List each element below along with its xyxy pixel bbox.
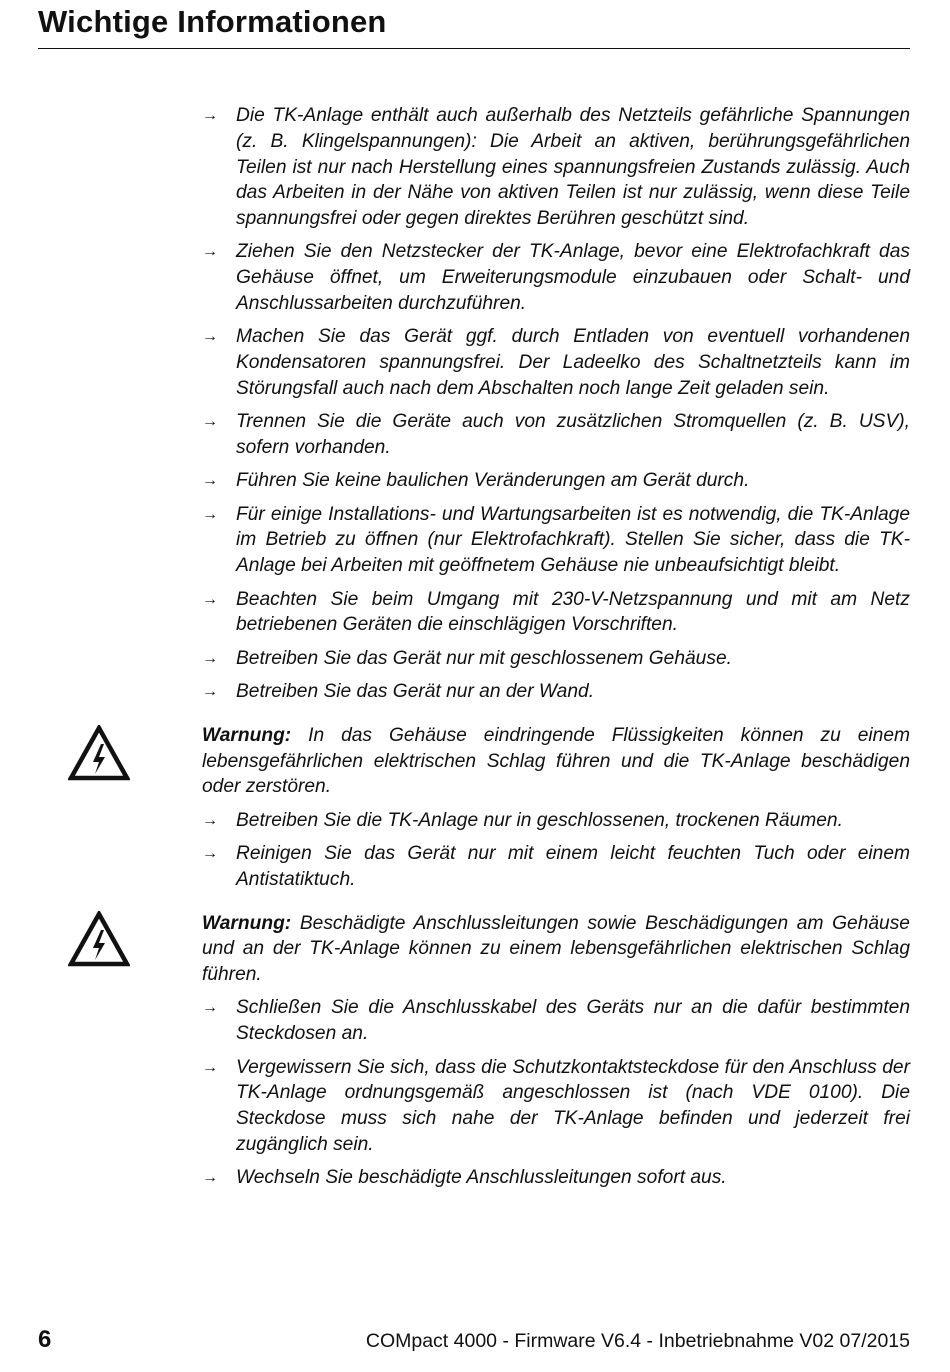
warning-liquids-list xyxy=(202,808,910,893)
arrow-bullet-icon: → xyxy=(202,243,218,261)
electrical-hazard-icon xyxy=(68,725,130,781)
warning-liquids xyxy=(202,723,910,800)
arrow-bullet-icon: → xyxy=(202,811,218,829)
list-item: → Führen Sie keine baulichen Veränderungen am Gerät durch. xyxy=(202,468,910,494)
list-item: → Reinigen Sie das Gerät nur mit einem leicht feuchten Tuch oder einem Antistatiktuch. xyxy=(202,842,910,890)
arrow-bullet-icon: → xyxy=(202,472,218,490)
page-number: 6 xyxy=(38,1326,52,1353)
list-item: → Für einige Installations- und Wartungsarbeiten ist es notwendig, die TK-Anlage im Betrieb zu öffnen (nur Elektrofachkraft). Stellen Sie sicher, dass die TK-Anlage bei Arbeiten mit geöffnetem Gehäuse nie unbeaufsichtigt bleibt. xyxy=(202,503,910,577)
warning-cables xyxy=(202,911,910,988)
warning-cables-list xyxy=(202,995,910,1191)
list-item: → Vergewissern Sie sich, dass die Schutzkontaktsteckdose für den Anschluss der TK-Anlage ordnungsgemäß angeschlossen ist (nach VDE 0100). Die Steckdose muss sich nahe der TK-Anlage befinden und jederzeit frei zugänglich sein. xyxy=(202,1056,910,1155)
main-content xyxy=(202,103,910,1198)
arrow-bullet-icon: → xyxy=(202,1058,218,1076)
list-item: → Wechseln Sie beschädigte Anschlussleitungen sofort aus. xyxy=(202,1165,910,1191)
list-item: → Betreiben Sie die TK-Anlage nur in geschlossenen, trockenen Räumen. xyxy=(202,808,910,834)
warning-text: In das Gehäuse eindringende Flüssigkeiten können zu einem lebensgefährlichen elektrischen Schlag führen und die TK-Anlage beschädigen oder zerstören. xyxy=(202,724,910,798)
safety-list xyxy=(202,103,910,705)
warning-text: Beschädigte Anschlussleitungen sowie Beschädigungen am Gehäuse und an der TK-Anlage können zu einem lebensgefährlichen elektrischen Schlag führen. xyxy=(202,912,910,986)
list-item: → Trennen Sie die Geräte auch von zusätzlichen Stromquellen (z. B. USV), sofern vorhanden. xyxy=(202,411,910,459)
list-item: → Beachten Sie beim Umgang mit 230-V-Netzspannung und mit am Netz betriebenen Geräten die einschlägigen Vorschriften. xyxy=(202,588,910,636)
list-item: → Die TK-Anlage enthält auch außerhalb des Netzteils gefährliche Spannungen (z. B. Klingelspannungen): Die Arbeit an aktiven, berührungsgefährlichen Teilen ist nur nach Herstellung eines spannungsfreien Zustands zulässig. Auch das Arbeiten in der Nähe von aktiven Teilen ist nur zulässig, wenn diese Teile spannungsfrei oder gegen direktes Berühren geschützt sind. xyxy=(202,105,910,230)
arrow-bullet-icon: → xyxy=(202,1169,218,1187)
list-item: → Schließen Sie die Anschlusskabel des Geräts nur an die dafür bestimmten Steckdosen an. xyxy=(202,997,910,1045)
footer-doc-info: COMpact 4000 - Firmware V6.4 - Inbetriebnahme V02 07/2015 xyxy=(365,1330,910,1352)
electrical-hazard-icon xyxy=(68,911,130,967)
title-divider xyxy=(38,48,910,49)
list-item: → Betreiben Sie das Gerät nur an der Wand. xyxy=(202,679,910,705)
list-item: → Betreiben Sie das Gerät nur mit geschlossenem Gehäuse. xyxy=(202,646,910,672)
arrow-bullet-icon: → xyxy=(202,328,218,346)
arrow-bullet-icon: → xyxy=(202,682,218,700)
list-item: → Ziehen Sie den Netzstecker der TK-Anlage, bevor eine Elektrofachkraft das Gehäuse öffnet, um Erweiterungsmodule einzubauen oder Schalt- und Anschlussarbeiten durchzuführen. xyxy=(202,241,910,315)
warning-label: Warnung: xyxy=(202,912,292,934)
arrow-bullet-icon: → xyxy=(202,107,218,124)
warning-label: Warnung: xyxy=(202,724,292,746)
arrow-bullet-icon: → xyxy=(202,844,218,862)
arrow-bullet-icon: → xyxy=(202,999,218,1017)
page-title: Wichtige Informationen xyxy=(38,4,387,39)
arrow-bullet-icon: → xyxy=(202,590,218,608)
arrow-bullet-icon: → xyxy=(202,413,218,431)
list-item: → Machen Sie das Gerät ggf. durch Entladen von eventuell vorhandenen Kondensatoren spannungsfrei. Der Ladeelko des Schaltnetzteils kann im Störungsfall auch nach dem Abschalten noch lange Zeit geladen sein. xyxy=(202,326,910,399)
arrow-bullet-icon: → xyxy=(202,505,218,523)
arrow-bullet-icon: → xyxy=(202,649,218,667)
